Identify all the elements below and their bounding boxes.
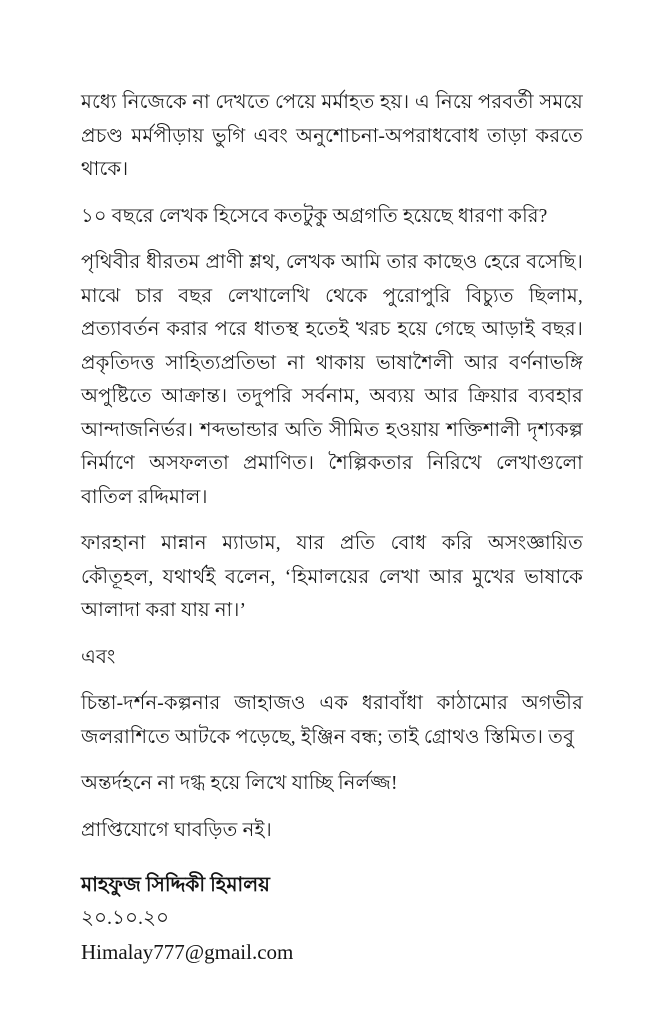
author-email: Himalay777@gmail.com	[81, 940, 294, 964]
paragraph-metaphor: চিন্তা-দর্শন-কল্পনার জাহাজও এক ধরাবাঁধা কাঠামোর অগভীর জলরাশিতে আটকে পড়েছে, ইঞ্জিন বন্ধ; তাই গ্রোথও স্তিমিত। তবু	[81, 693, 583, 748]
paragraph-conjunction: এবং	[81, 646, 116, 668]
paragraph-question: ১০ বছরে লেখক হিসেবে কতটুকু অগ্রগতি হয়েছে ধারণা করি?	[81, 205, 548, 227]
paragraph-exclamation: অন্তর্দহনে না দগ্ধ হয়ে লিখে যাচ্ছি নির্লজ্জ!	[81, 773, 398, 794]
signature-date: ২০.১০.২০	[81, 907, 169, 929]
paragraph-continuation: মধ্যে নিজেকে না দেখতে পেয়ে মর্মাহত হয়। এ নিয়ে পরবর্তী সময়ে প্রচণ্ড মর্মপীড়ায় ভুগি এবং অনুশোচনা-অপরাধবোধ তাড়া করতে থাকে।	[81, 92, 583, 180]
paragraph-quote: ফারহানা মান্নান ম্যাডাম, যার প্রতি বোধ করি অসংজ্ঞায়িত কৌতূহল, যথার্থই বলেন, ‘হিমালয়ের লেখা আর মুখের ভাষাকে আলাদা করা যায় না।’	[81, 533, 583, 621]
paragraph-closing: প্রাপ্তিযোগে ঘাবড়িত নই।	[81, 819, 272, 841]
signature-block	[81, 869, 583, 969]
paragraph-self-assessment: পৃথিবীর ধীরতম প্রাণী শ্লথ, লেখক আমি তার কাছেও হেরে বসেছি। মাঝে চার বছর লেখালেখি থেকে পুরোপুরি বিচ্যুত ছিলাম, প্রত্যাবর্তন করার পরে ধাতস্থ হতেই খরচ হয়ে গেছে আড়াই বছর। প্রকৃতিদত্ত সাহিত্যপ্রতিভা না থাকায় ভাষাশৈলী আর বর্ণনাভঙ্গি অপুষ্টিতে আক্রান্ত। তদুপরি সর্বনাম, অব্যয় আর ক্রিয়ার ব্যবহার আন্দাজনির্ভর। শব্দভান্ডার অতি সীমিত হওয়ায় শক্তিশালী দৃশ্যকল্প নির্মাণে অসফলতা প্রমাণিত। শৈল্পিকতার নিরিখে লেখাগুলো বাতিল রদ্দিমাল।	[81, 252, 583, 508]
author-name: মাহফুজ সিদ্দিকী হিমালয়	[81, 874, 270, 896]
document-body	[81, 86, 583, 969]
